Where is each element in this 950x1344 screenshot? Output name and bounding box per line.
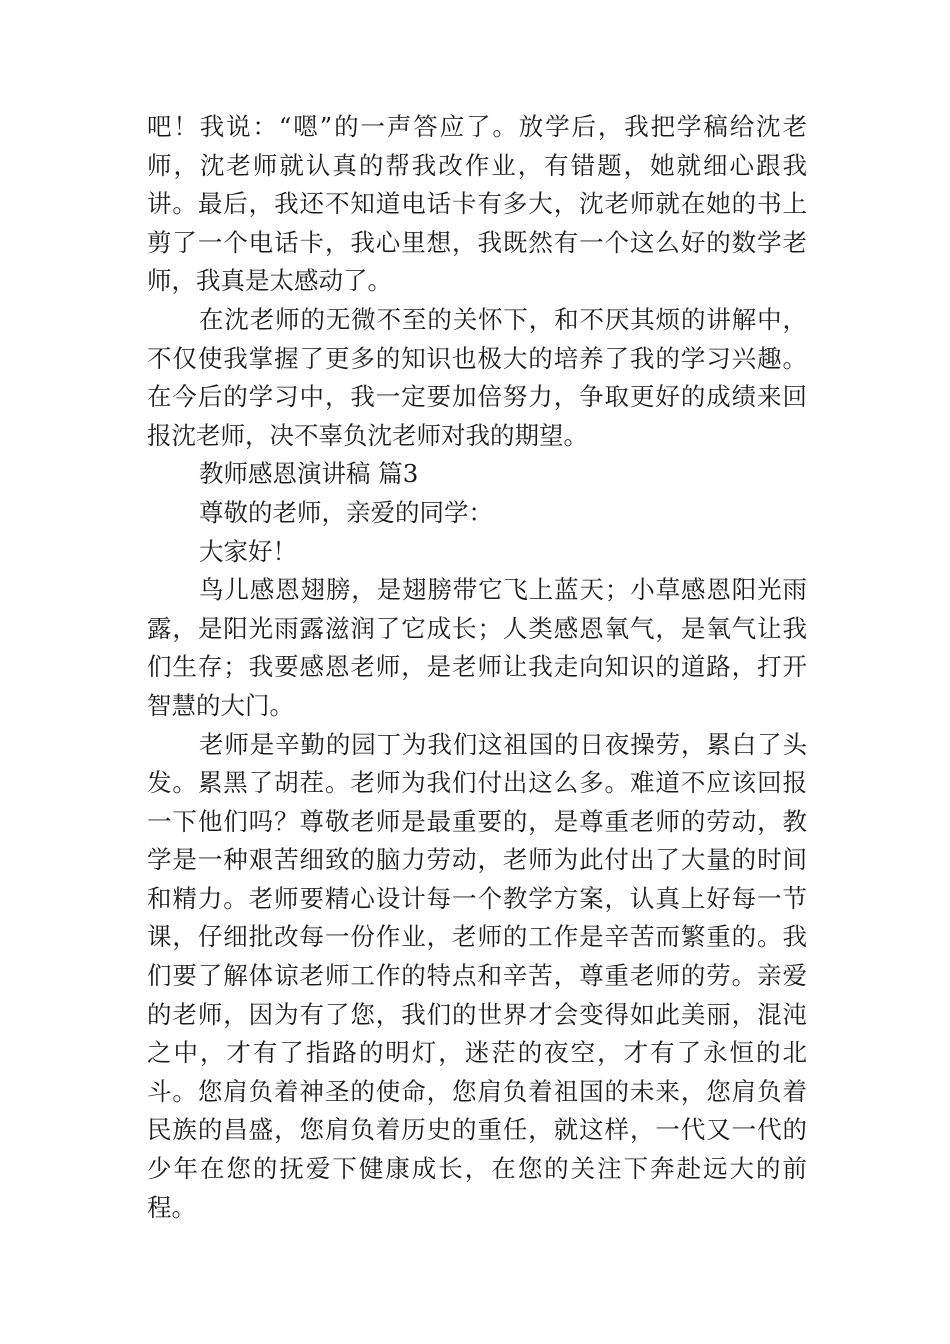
document-body — [147, 108, 807, 1227]
paragraph-body: 鸟儿感恩翅膀，是翅膀带它飞上蓝天；小草感恩阳光雨露，是阳光雨露滋润了它成长；人类感恩氧气，是氧气让我们生存；我要感恩老师，是老师让我走向知识的道路，打开智慧的大门。 — [147, 575, 807, 720]
greeting: 大家好！ — [199, 536, 297, 566]
paragraph-body: 在沈老师的无微不至的关怀下，和不厌其烦的讲解中，不仅使我掌握了更多的知识也极大的培养了我的学习兴趣。在今后的学习中，我一定要加倍努力，争取更好的成绩来回报沈老师，决不辜负沈老师对我的期望。 — [147, 304, 807, 450]
paragraph-body: 老师是辛勤的园丁为我们这祖国的日夜操劳，累白了头发。累黑了胡茬。老师为我们付出这么多。难道不应该回报一下他们吗？尊敬老师是最重要的，是尊重老师的劳动，教学是一种艰苦细致的脑力劳动，老师为此付出了大量的时间和精力。老师要精心设计每一个教学方案，认真上好每一节课，仔细批改每一份作业，老师的工作是辛苦而繁重的。我们要了解体谅老师工作的特点和辛苦，尊重老师的劳。亲爱的老师，因为有了您，我们的世界才会变得如此美丽，混沌之中，才有了指路的明灯，迷茫的夜空，才有了永恒的北斗。您肩负着神圣的使命，您肩负着祖国的未来，您肩负着民族的昌盛，您肩负着历史的重任，就这样，一代又一代的少年在您的抚爱下健康成长，在您的关注下奔赴远大的前程。 — [147, 729, 807, 1222]
salutation: 尊敬的老师，亲爱的同学： — [199, 497, 493, 527]
paragraph-continuation: 吧！我说：“嗯”的一声答应了。放学后，我把学稿给沈老师，沈老师就认真的帮我改作业，有错题，她就细心跟我讲。最后，我还不知道电话卡有多大，沈老师就在她的书上剪了一个电话卡，我心里想，我既然有一个这么好的数学老师，我真是太感动了。 — [147, 112, 807, 296]
section-heading: 教师感恩演讲稿 篇3 — [199, 459, 419, 489]
